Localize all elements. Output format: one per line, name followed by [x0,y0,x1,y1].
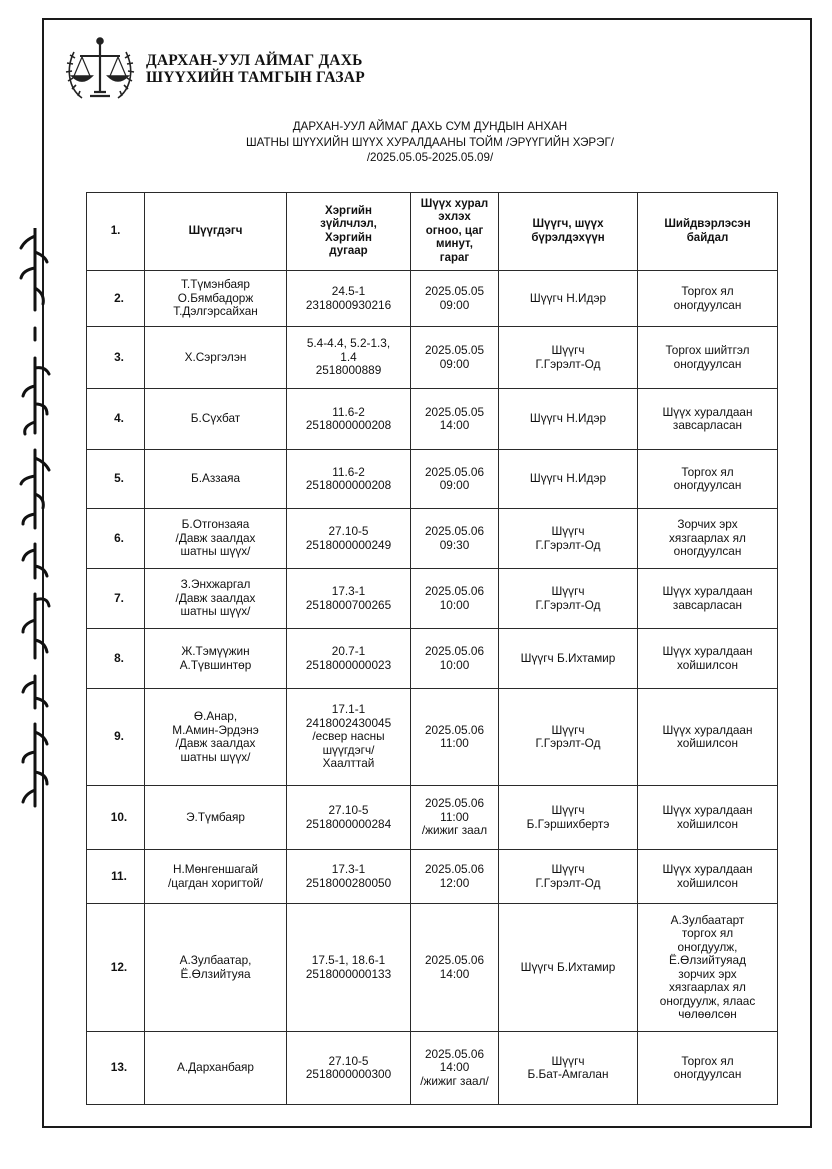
row-outcome: Торгох ял оногдуулсан [638,1032,778,1105]
row-number: 8. [87,629,145,689]
row-outcome: Шүүх хуралдаан хойшилсон [638,629,778,689]
table-header-row [87,193,778,271]
document-heading [150,119,710,166]
table-row [87,786,778,850]
row-case-article: 27.10-5 2518000000249 [287,509,411,569]
org-line-2: ШҮҮХИЙН ТАМГЫН ГАЗАР [146,69,365,86]
row-judge: Шүүгч Г.Гэрэлт-Од [499,509,638,569]
row-judge: Шүүгч Б.Бат-Амгалан [499,1032,638,1105]
table-row [87,389,778,450]
row-outcome: А.Зулбаатарт торгох ял оногдуулж, Ё.Өлзийтуяад зорчих эрх хязгаарлах ял оногдуулж, ялаас чөлөөлсөн [638,904,778,1032]
row-case-article: 27.10-5 2518000000300 [287,1032,411,1105]
row-defendant: Б.Сүхбат [145,389,287,450]
row-number: 7. [87,569,145,629]
mongolian-script-side-text [10,228,60,808]
row-defendant: Х.Сэргэлэн [145,327,287,389]
header-number: 1. [87,193,145,271]
row-hearing-datetime: 2025.05.06 10:00 [411,629,499,689]
row-defendant: А.Дарханбаяр [145,1032,287,1105]
row-hearing-datetime: 2025.05.06 10:00 [411,569,499,629]
row-outcome: Шүүх хуралдаан хойшилсон [638,850,778,904]
row-defendant: Ж.Тэмүүжин А.Түвшинтөр [145,629,287,689]
row-case-article: 17.1-1 2418002430045 /есвер насны шүүгдэгч/ Хаалттай [287,689,411,786]
row-defendant: З.Энхжаргал /Давж заалдах шатны шүүх/ [145,569,287,629]
row-judge: Шүүгч Г.Гэрэлт-Од [499,569,638,629]
row-case-article: 11.6-2 2518000000208 [287,450,411,509]
row-number: 4. [87,389,145,450]
table-row [87,509,778,569]
row-number: 11. [87,850,145,904]
row-defendant: Т.Түмэнбаяр О.Бямбадорж Т.Дэлгэрсайхан [145,271,287,327]
table-row [87,450,778,509]
org-line-1: ДАРХАН-УУЛ АЙМАГ ДАХЬ [146,52,363,69]
header-defendant: Шүүгдэгч [145,193,287,271]
row-outcome: Шүүх хуралдаан хойшилсон [638,689,778,786]
row-hearing-datetime: 2025.05.06 12:00 [411,850,499,904]
table-row [87,629,778,689]
row-hearing-datetime: 2025.05.05 09:00 [411,327,499,389]
row-number: 3. [87,327,145,389]
row-defendant: Н.Мөнгеншагай /цагдан хоригтой/ [145,850,287,904]
row-case-article: 11.6-2 2518000000208 [287,389,411,450]
row-outcome: Торгох шийтгэл оногдуулсан [638,327,778,389]
row-defendant: А.Зулбаатар, Ё.Өлзийтуяа [145,904,287,1032]
header-outcome: Шийдвэрлэсэн байдал [638,193,778,271]
row-number: 2. [87,271,145,327]
table-row [87,1032,778,1105]
row-number: 10. [87,786,145,850]
table-row [87,850,778,904]
table-row [87,271,778,327]
row-case-article: 27.10-5 2518000000284 [287,786,411,850]
heading-line-1: ДАРХАН-УУЛ АЙМАГ ДАХЬ СУМ ДУНДЫН АНХАН [292,120,568,133]
row-judge: Шүүгч Н.Идэр [499,450,638,509]
row-number: 6. [87,509,145,569]
row-hearing-datetime: 2025.05.06 09:00 [411,450,499,509]
row-hearing-datetime: 2025.05.05 09:00 [411,271,499,327]
row-defendant: Б.Отгонзаяа /Давж заалдах шатны шүүх/ [145,509,287,569]
row-case-article: 17.5-1, 18.6-1 2518000000133 [287,904,411,1032]
row-outcome: Шүүх хуралдаан завсарласан [638,389,778,450]
header-judge: Шүүгч, шүүх бүрэлдэхүүн [499,193,638,271]
row-judge: Шүүгч Н.Идэр [499,271,638,327]
table-row [87,904,778,1032]
row-case-article: 5.4-4.4, 5.2-1.3, 1.4 2518000889 [287,327,411,389]
row-defendant: Ө.Анар, М.Амин-Эрдэнэ /Давж заалдах шатны шүүх/ [145,689,287,786]
row-case-article: 17.3-1 2518000700265 [287,569,411,629]
row-judge: Шүүгч Б.Гэршихбертэ [499,786,638,850]
row-judge: Шүүгч Г.Гэрэлт-Од [499,850,638,904]
header-case-article: Хэргийн зүйлчлэл, Хэргийн дугаар [287,193,411,271]
row-outcome: Торгох ял оногдуулсан [638,450,778,509]
row-outcome: Шүүх хуралдаан хойшилсон [638,786,778,850]
row-defendant: Б.Аззаяа [145,450,287,509]
row-judge: Шүүгч Г.Гэрэлт-Од [499,689,638,786]
organization-name [146,52,365,86]
table-row [87,689,778,786]
row-hearing-datetime: 2025.05.06 14:00 /жижиг заал/ [411,1032,499,1105]
header-hearing-datetime: Шүүх хурал эхлэх огноо, цаг минут, гараг [411,193,499,271]
row-outcome: Шүүх хуралдаан завсарласан [638,569,778,629]
table-row [87,327,778,389]
row-judge: Шүүгч Б.Ихтамир [499,904,638,1032]
scales-of-justice-emblem-icon [62,32,138,108]
row-case-article: 20.7-1 2518000000023 [287,629,411,689]
row-hearing-datetime: 2025.05.06 11:00 [411,689,499,786]
row-number: 13. [87,1032,145,1105]
row-judge: Шүүгч Г.Гэрэлт-Од [499,327,638,389]
row-hearing-datetime: 2025.05.06 14:00 [411,904,499,1032]
court-hearings-table [86,192,778,1105]
row-hearing-datetime: 2025.05.06 09:30 [411,509,499,569]
row-number: 9. [87,689,145,786]
heading-line-2: ШАТНЫ ШҮҮХИЙН ШҮҮХ ХУРАЛДААНЫ ТОЙМ /ЭРҮҮГИЙН ХЭРЭГ/ [246,135,614,149]
row-hearing-datetime: 2025.05.06 11:00 /жижиг заал [411,786,499,850]
row-outcome: Торгох ял оногдуулсан [638,271,778,327]
heading-line-3: /2025.05.05-2025.05.09/ [366,151,494,164]
row-case-article: 17.3-1 2518000280050 [287,850,411,904]
row-judge: Шүүгч Н.Идэр [499,389,638,450]
row-defendant: Э.Түмбаяр [145,786,287,850]
row-hearing-datetime: 2025.05.05 14:00 [411,389,499,450]
row-number: 12. [87,904,145,1032]
row-number: 5. [87,450,145,509]
table-row [87,569,778,629]
row-outcome: Зорчих эрх хязгаарлах ял оногдуулсан [638,509,778,569]
row-judge: Шүүгч Б.Ихтамир [499,629,638,689]
row-case-article: 24.5-1 2318000930216 [287,271,411,327]
